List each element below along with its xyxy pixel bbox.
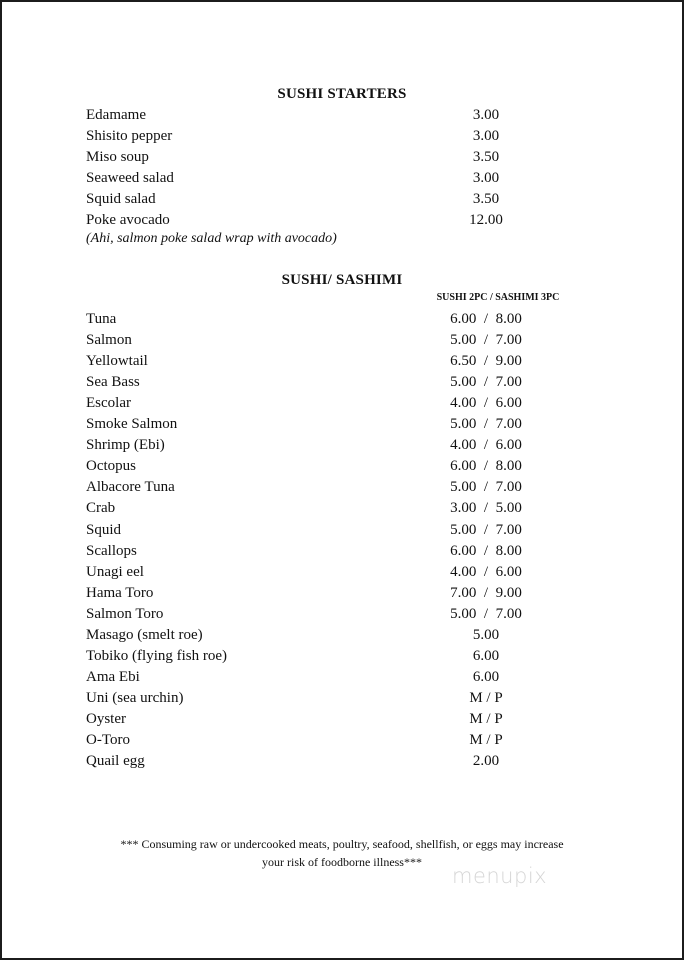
item-price: 5.00 / 7.00	[450, 374, 522, 391]
menu-item-row	[86, 646, 526, 667]
menu-item-row	[86, 751, 526, 772]
sushi-sashimi-heading: SUSHI/ SASHIMI	[281, 272, 403, 288]
item-name: Escolar	[86, 395, 131, 412]
menu-item-row	[86, 147, 526, 168]
item-price: 6.00	[472, 647, 500, 664]
item-price: 5.00 / 7.00	[450, 332, 522, 349]
menu-item-row	[86, 105, 526, 126]
item-name: Squid salad	[86, 191, 156, 207]
item-name: Miso soup	[86, 149, 149, 165]
item-name: Squid	[86, 521, 122, 538]
menu-item-row	[86, 372, 526, 393]
item-price: M / P	[469, 710, 503, 727]
item-name: Ama Ebi	[86, 668, 140, 685]
watermark-logo: menupix	[452, 864, 548, 888]
item-name: O-Toro	[86, 732, 130, 748]
menu-item-row	[86, 730, 526, 751]
item-description: (Ahi, salmon poke salad wrap with avocado)	[86, 231, 337, 246]
menu-item-row	[86, 309, 526, 330]
item-price: 4.00 / 6.00	[450, 395, 522, 412]
item-name: Sea Bass	[86, 374, 140, 391]
item-name: Masago (smelt roe)	[86, 626, 203, 643]
menu-item-row	[86, 562, 526, 583]
menu-item-row	[86, 667, 526, 688]
menu-item-row	[86, 189, 526, 210]
menu-item-row	[86, 541, 526, 562]
item-name: Smoke Salmon	[86, 416, 178, 433]
item-name: Salmon	[86, 332, 132, 349]
item-name: Oyster	[86, 710, 126, 727]
menu-item-row	[86, 477, 526, 498]
item-price: 3.50	[472, 149, 500, 165]
menu-item-row	[86, 688, 526, 709]
item-price: 7.00 / 9.00	[450, 584, 522, 601]
item-name: Quail egg	[86, 753, 145, 770]
item-price: 6.50 / 9.00	[450, 353, 522, 370]
disclaimer-line: your risk of foodborne illness***	[262, 855, 422, 869]
menu-item-row	[86, 330, 526, 351]
menu-item-row	[86, 456, 526, 477]
item-name: Salmon Toro	[86, 605, 164, 622]
menu-item-row	[86, 435, 526, 456]
menu-item-row	[86, 126, 526, 147]
item-price: 4.00 / 6.00	[450, 437, 522, 454]
item-price: 6.00	[472, 668, 500, 685]
item-name: Hama Toro	[86, 584, 154, 601]
item-price: 5.00 / 7.00	[450, 605, 522, 622]
menu-item-row	[86, 520, 526, 541]
menu-item-row	[86, 625, 526, 646]
menu-item-row	[86, 210, 526, 231]
item-price: 5.00 / 7.00	[450, 479, 522, 496]
menu-item-row	[86, 168, 526, 189]
menu-item-row	[86, 414, 526, 435]
item-name: Uni (sea urchin)	[86, 689, 184, 706]
price-column-header: SUSHI 2PC / SASHIMI 3PC	[436, 292, 560, 303]
item-name: Scallops	[86, 542, 137, 559]
menu-item-row	[86, 583, 526, 604]
item-name: Seaweed salad	[86, 170, 174, 186]
item-price: 3.50	[472, 191, 500, 207]
menu-item-row	[86, 498, 526, 519]
item-name: Tobiko (flying fish roe)	[86, 647, 228, 664]
item-price: 5.00 / 7.00	[450, 416, 522, 433]
item-name: Octopus	[86, 458, 136, 475]
item-name: Edamame	[86, 107, 146, 123]
item-price: 3.00	[472, 128, 500, 144]
item-price: 12.00	[469, 212, 503, 228]
item-name: Shisito pepper	[86, 128, 173, 144]
menu-item-row	[86, 351, 526, 372]
item-price: M / P	[469, 732, 503, 748]
menu-item-row	[86, 393, 526, 414]
item-name: Albacore Tuna	[86, 479, 175, 496]
disclaimer-line: *** Consuming raw or undercooked meats, poultry, seafood, shellfish, or eggs may increase	[120, 837, 564, 851]
item-price: 6.00 / 8.00	[450, 542, 522, 559]
item-price: 3.00	[472, 107, 500, 123]
item-price: 5.00	[472, 626, 500, 643]
item-price: 2.00	[472, 753, 500, 770]
sushi-starters-heading: SUSHI STARTERS	[277, 86, 407, 102]
item-name: Tuna	[86, 311, 117, 327]
item-name: Crab	[86, 500, 116, 517]
item-price: 4.00 / 6.00	[450, 563, 522, 580]
item-name: Unagi eel	[86, 563, 144, 580]
item-price: 6.00 / 8.00	[450, 458, 522, 475]
item-price: 6.00 / 8.00	[450, 311, 522, 327]
menu-item-row	[86, 709, 526, 730]
item-price: 3.00 / 5.00	[450, 500, 522, 517]
item-name: Shrimp (Ebi)	[86, 437, 165, 454]
item-name: Yellowtail	[86, 353, 148, 370]
item-price: 5.00 / 7.00	[450, 521, 522, 538]
item-price: M / P	[469, 689, 503, 706]
item-price: 3.00	[472, 170, 500, 186]
item-name: Poke avocado	[86, 212, 170, 228]
menu-item-row	[86, 604, 526, 625]
